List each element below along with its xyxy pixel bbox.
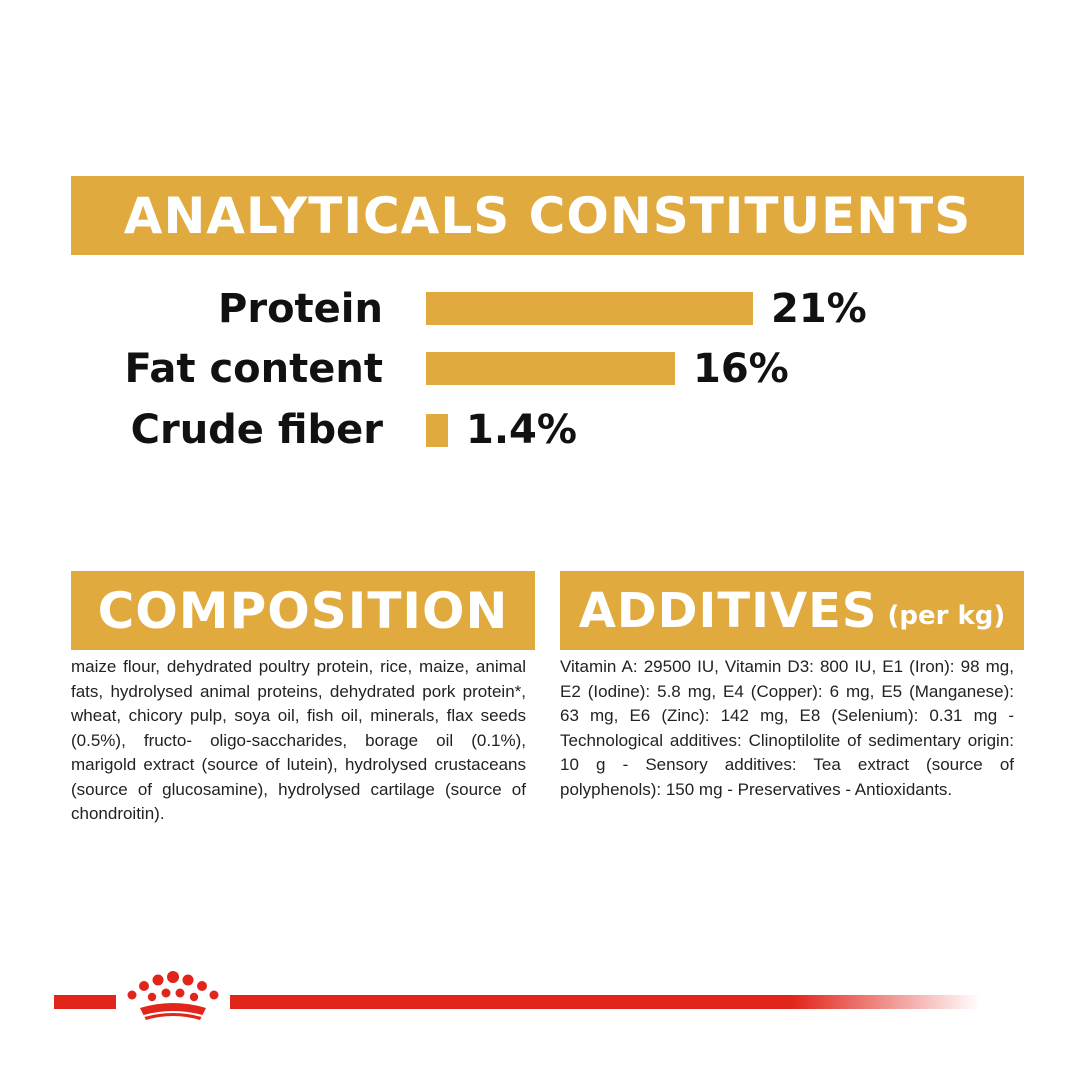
analytical-constituents-banner [71, 176, 1024, 255]
analytical-constituents-title: ANALYTICALS CONSTITUENTS [123, 186, 972, 245]
stat-bar-fiber [426, 414, 448, 447]
composition-text: maize flour, dehydrated poultry protein, rice, maize, animal fats, hydrolysed animal proteins, dehydrated pork protein*, wheat, chicory pulp, soya oil, fish oil, minerals, flax seeds (0.5%), fructo- oligo-saccharides, borage oil (0.1%), marigold extract (source of lutein), hydrolysed crustaceans (source of glucosamine), hydrolysed cartilage (source of chondroitin). [71, 657, 526, 823]
crown-logo-icon [120, 968, 226, 1028]
stat-label-fat: Fat content [124, 346, 383, 392]
stat-label-protein: Protein [218, 286, 383, 332]
stat-value-fiber: 1.4% [466, 407, 577, 453]
footer-line-left [54, 995, 116, 1009]
additives-text: Vitamin A: 29500 IU, Vitamin D3: 800 IU, E1 (Iron): 98 mg, E2 (Iodine): 5.8 mg, E4 (Copper): 6 mg, E5 (Manganese): 63 mg, E6 (Zinc): 142 mg, E8 (Selenium): 0.31 mg - Technological additives: Clinoptilolite of sedimentary origin: 10 g - Sensory additives: Tea extract (source of polyphenols): 150 mg - Preservatives - Antioxidants. [560, 657, 1014, 799]
stat-bar-protein [426, 292, 753, 325]
stat-value-fat: 16% [693, 346, 789, 392]
additives-subtitle: (per kg) [887, 600, 1006, 631]
additives-title: ADDITIVES [578, 582, 878, 639]
stat-value-protein: 21% [771, 286, 867, 332]
additives-banner [560, 571, 1024, 650]
stat-label-fiber: Crude fiber [130, 407, 383, 453]
composition-banner [71, 571, 535, 650]
composition-title: COMPOSITION [97, 581, 509, 640]
stat-bar-fat [426, 352, 675, 385]
footer-line-right [230, 995, 980, 1009]
